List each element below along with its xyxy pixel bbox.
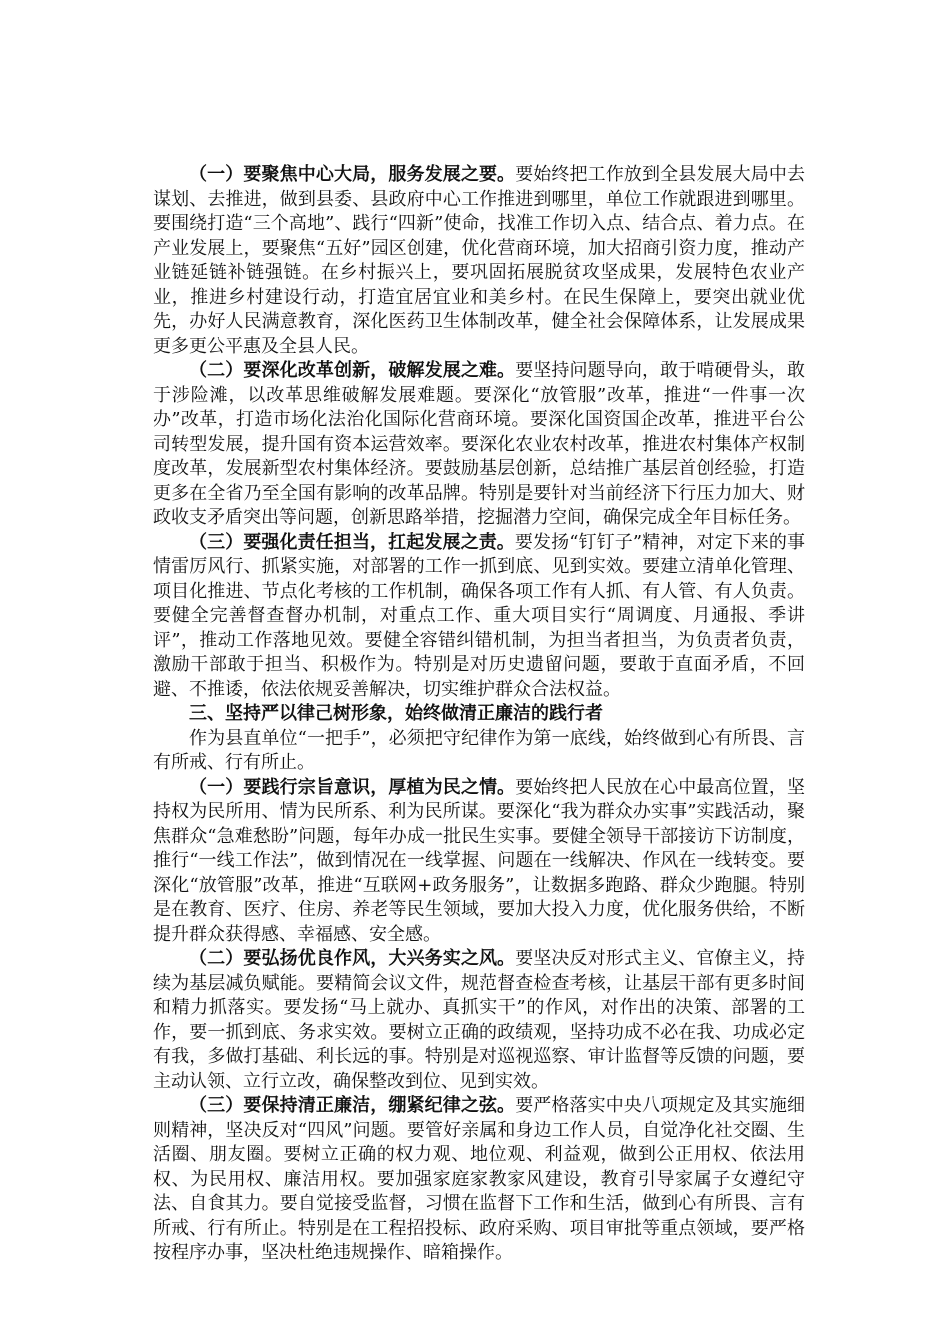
paragraph-lead: （二）要深化改革创新，破解发展之难。 [189, 360, 516, 381]
paragraph-lead: （二）要弘扬优良作风，大兴务实之风。 [189, 948, 516, 969]
paragraph-deepen-reform [153, 359, 805, 531]
paragraph-text: 作为县直单位“一把手”，必须把守纪律作为第一底线，始终做到心有所畏、言有所戒、行有所止。 [153, 727, 805, 773]
paragraph-lead: （三）要保持清正廉洁，绷紧纪律之弦。 [189, 1095, 516, 1116]
paragraph-lead: （一）要践行宗旨意识，厚植为民之情。 [189, 776, 516, 798]
paragraph-work-style [153, 947, 805, 1094]
paragraph-integrity [153, 1094, 805, 1266]
paragraph-responsibility [153, 531, 805, 703]
paragraph-lead: （三）要强化责任担当，扛起发展之责。 [189, 531, 515, 553]
paragraph-text: 要严格落实中央八项规定及其实施细则精神，坚决反对“四风”问题。要管好亲属和身边工作人员，自觉净化社交圈、生活圈、朋友圈。要树立正确的权力观、地位观、利益观，做到公正用权、依法用权、为民用权、廉洁用权。要加强家庭家教家风建设，教育引导家属子女遵纪守法、自食其力。要自觉接受监督，习惯在监督下工作和生活，做到心有所畏、言有所戒、行有所止。特别是在工程招投标、政府采购、项目审批等重点领域，要严格按程序办事，坚决杜绝违规操作、暗箱操作。 [153, 1095, 806, 1263]
document-body [153, 163, 805, 1266]
paragraph-text: 要坚决反对形式主义、官僚主义，持续为基层减负赋能。要精简会议文件，规范督查检查考核，让基层干部有更多时间和精力抓落实。要发扬“马上就办、真抓实干”的作风，对作出的决策、部署的工作，要一抓到底、务求实效。要树立正确的政绩观，坚持功成不必在我、功成必定有我，多做打基础、利长远的事。特别是对巡视巡察、审计监督等反馈的问题，要主动认领、立行立改，确保整改到位、见到实效。 [153, 948, 806, 1092]
section-intro [153, 727, 805, 776]
paragraph-focus-center [153, 163, 805, 359]
paragraph-text: 要始终把人民放在心中最高位置，坚持权为民所用、情为民所系、利为民所谋。要深化“我为群众办实事”实践活动，聚焦群众“急难愁盼”问题，每年办成一批民生实事。要健全领导干部接访下访制度，推行“一线工作法”，做到情况在一线掌握、问题在一线解决、作风在一线转变。要深化“放管服”改革，推进“互联网+政务服务”，让数据多跑路、群众少跑腿。特别是在教育、医疗、住房、养老等民生领域，要加大投入力度，优化服务供给，不断提升群众获得感、幸福感、安全感。 [153, 776, 806, 945]
paragraph-lead: （一）要聚焦中心大局，服务发展之要。 [189, 164, 516, 185]
paragraph-text: 要发扬“钉钉子”精神，对定下来的事情雷厉风行、抓紧实施，对部署的工作一抓到底、见到实效。要建立清单化管理、项目化推进、节点化考核的工作机制，确保各项工作有人抓、有人管、有人负责。要健全完善督查督办机制，对重点工作、重大项目实行“周调度、月通报、季讲评”，推动工作落地见效。要健全容错纠错机制，为担当者担当，为负责者负责，激励干部敢于担当、积极作为。特别是对历史遗留问题，要敢于直面矛盾，不回避、不推诿，依法依规妥善解决，切实维护群众合法权益。 [153, 531, 806, 700]
paragraph-text: 要坚持问题导向，敢于啃硬骨头，敢于涉险滩，以改革思维破解发展难题。要深化“放管服”改革，推进“一件事一次办”改革，打造市场化法治化国际化营商环境。要深化国资国企改革，推进平台公司转型发展，提升国有资本运营效率。要深化农业农村改革，推进农村集体产权制度改革，发展新型农村集体经济。要鼓励基层创新，总结推广基层首创经验，打造更多在全省乃至全国有影响的改革品牌。特别是要针对当前经济下行压力加大、财政收支矛盾突出等问题，创新思路举措，挖掘潜力空间，确保完成全年目标任务。 [153, 360, 806, 528]
paragraph-text: 要始终把工作放到全县发展大局中去谋划、去推进，做到县委、县政府中心工作推进到哪里，单位工作就跟进到哪里。要围绕打造“三个高地”、践行“四新”使命，找准工作切入点、结合点、着力点。在产业发展上，要聚焦“五好”园区创建，优化营商环境，加大招商引资力度，推动产业链延链补链强链。在乡村振兴上，要巩固拓展脱贫攻坚成果，发展特色农业产业，推进乡村建设行动，打造宜居宜业和美乡村。在民生保障上，要突出就业优先，办好人民满意教育，深化医药卫生体制改革，健全社会保障体系，让发展成果更多更公平惠及全县人民。 [153, 164, 806, 357]
section-heading: 三、坚持严以律己树形象，始终做清正廉洁的践行者 [189, 703, 603, 724]
paragraph-people-first [153, 776, 805, 948]
